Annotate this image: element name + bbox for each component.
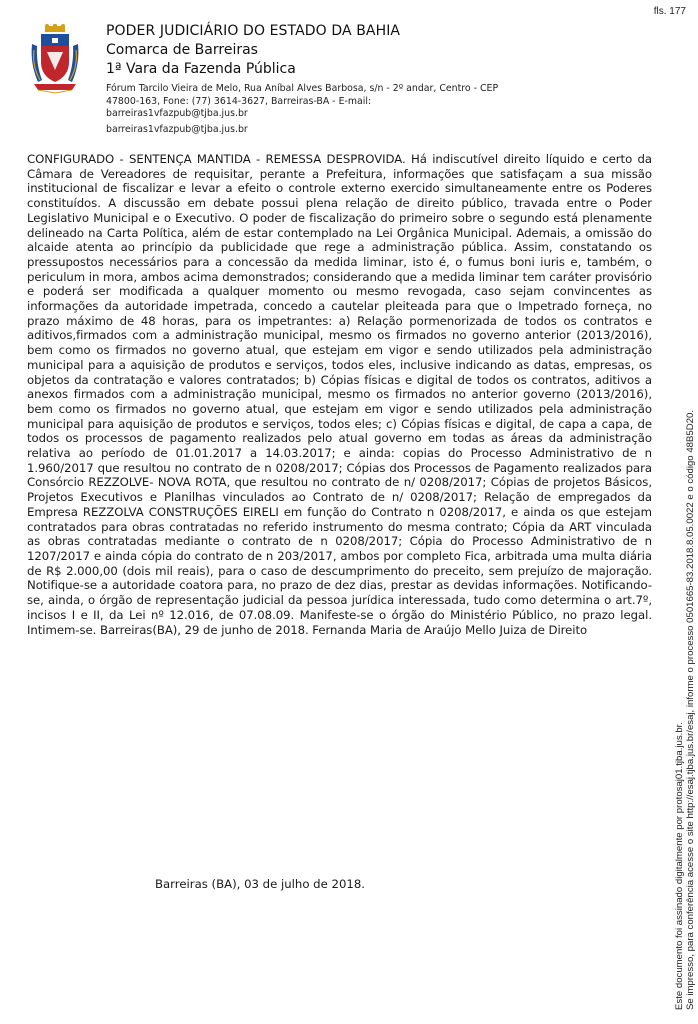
coat-of-arms-icon xyxy=(28,24,82,94)
district-name: Comarca de Barreiras xyxy=(106,42,258,58)
header-text-block xyxy=(106,22,506,136)
court-email: barreiras1vfazpub@tjba.jus.br xyxy=(106,123,248,135)
signature-line: Este documento foi assinado digitalmente por protosaj01.tjba.jus.br. xyxy=(674,722,685,1010)
folio-number: fls. 177 xyxy=(653,6,686,17)
verification-line: Se impresso, para conferência acesse o site http://esaj.tjba.jus.br/esaj, informe o processo 0501665-83.2018.8.05.0022 e o código 48B5D20. xyxy=(685,410,696,1010)
decision-text: CONFIGURADO - SENTENÇA MANTIDA - REMESSA DESPROVIDA. Há indiscutível direito líquido e certo da Câmara de Vereadores de requisitar, perante a Prefeitura, informações que satisfaçam a sua missão institucional de fiscalizar e levar a efeito o controle externo exercido simultaneamente entre os Poderes constituídos. A discussão em debate possui plena relação de direito público, travada entre o Poder Legislativo Municipal e o Executivo. O poder de fiscalização do primeiro sobre o segundo está plenamente delineado na Carta Política, além de estar contemplado na Lei Orgânica Municipal. Ademais, a omissão do alcaide atenta ao princípio da publicidade que rege a administração pública. Assim, constatando os pressupostos necessários para a concessão da medida liminar, isto é, o fumus boni iuris e, também, o periculum in mora, ambos acima demonstrados; considerando que a medida liminar tem caráter provisório e poderá ser modificada a qualquer momento ou mesmo revogada, caso sejam convincentes as informações da autoridade impetrada, concedo a cautelar pleiteada para que o Impetrado forneça, no prazo máximo de 48 horas, para os impetrantes: a) Relação pormenorizada de todos os contratos e aditivos,firmados com a administração municipal, mesmo os firmados no governo anterior (2013/2016), bem como os firmados no governo atual, que estejam em vigor e sendo utilizados pela administração municipal para a aquisição de produtos e serviços, todos eles, inclusive indicando as datas, empresas, os objetos da contratação e valores contratados; b) Cópias físicas e digital de todos os contratos, aditivos a anexos firmados com a administração municipal, mesmo os firmados no anterior governo (2013/2016), bem como os firmados no governo atual, que estejam em vigor e sendo utilizados pela administração municipal para aquisição de produtos e serviços, todos eles; c) Cópias físicas e digital, de capa a capa, de todos os processos de pagamento realizados pelo atual governo em todas as áreas da administração relativa ao período de 01.01.2017 a 14.03.2017; e ainda: copias do Processo Administrativo de n 1.960/2017 que resultou no contrato de n 0208/2017; Cópias dos Processos de Pagamento realizados para Consórcio REZZOLVE- NOVA ROTA, que resultou no contrato de n/ 0208/2017; Cópias de projetos Básicos, Projetos Executivos e Planilhas vinculados ao Contrato de n/ 0208/2017; Relação de empregados da Empresa REZZOLVA CONSTRUÇÕES EIRELI em função do Contrato n 0208/2017, e ainda os que estejam contratados para obras contratadas no referido instrumento do mesma contrato; Cópia da ART vinculada as obras contratadas mediante o contrato de n 0208/2017; Cópia do Processo Administrativo de n 1207/2017 e ainda cópia do contrato de n 203/2017, ambos por completo Fica, arbitrada uma multa diária de R$ 2.000,00 (dois mil reais), para o caso de descumprimento do preceito, sem prejuízo de majoração. Notifique-se a autoridade coatora para, no prazo de dez dias, prestar as devidas informações. Notificando-se, ainda, o órgão de representação judicial da pessoa jurídica interessada, tudo como determina o art.7º, incisos I e II, da Lei nº 12.016, de 07.08.09. Manifeste-se o órgão do Ministério Público, no prazo legal. Intimem-se. Barreiras(BA), 29 de junho de 2018. Fernanda Maria de Araújo Mello Juiza de Direito xyxy=(27,152,652,637)
court-name: PODER JUDICIÁRIO DO ESTADO DA BAHIA xyxy=(106,23,401,39)
division-name: 1ª Vara da Fazenda Pública xyxy=(106,61,296,77)
court-address: Fórum Tarcilo Vieira de Melo, Rua Aníbal Alves Barbosa, s/n - 2º andar, Centro - CEP 47800-163, Fone: (77) 3614-3627, Barreiras-BA - E-mail: barreiras1vfazpub@tjba.jus.br xyxy=(106,83,499,119)
closing-date: Barreiras (BA), 03 de julho de 2018. xyxy=(155,877,365,891)
digital-signature-note xyxy=(674,250,696,1010)
